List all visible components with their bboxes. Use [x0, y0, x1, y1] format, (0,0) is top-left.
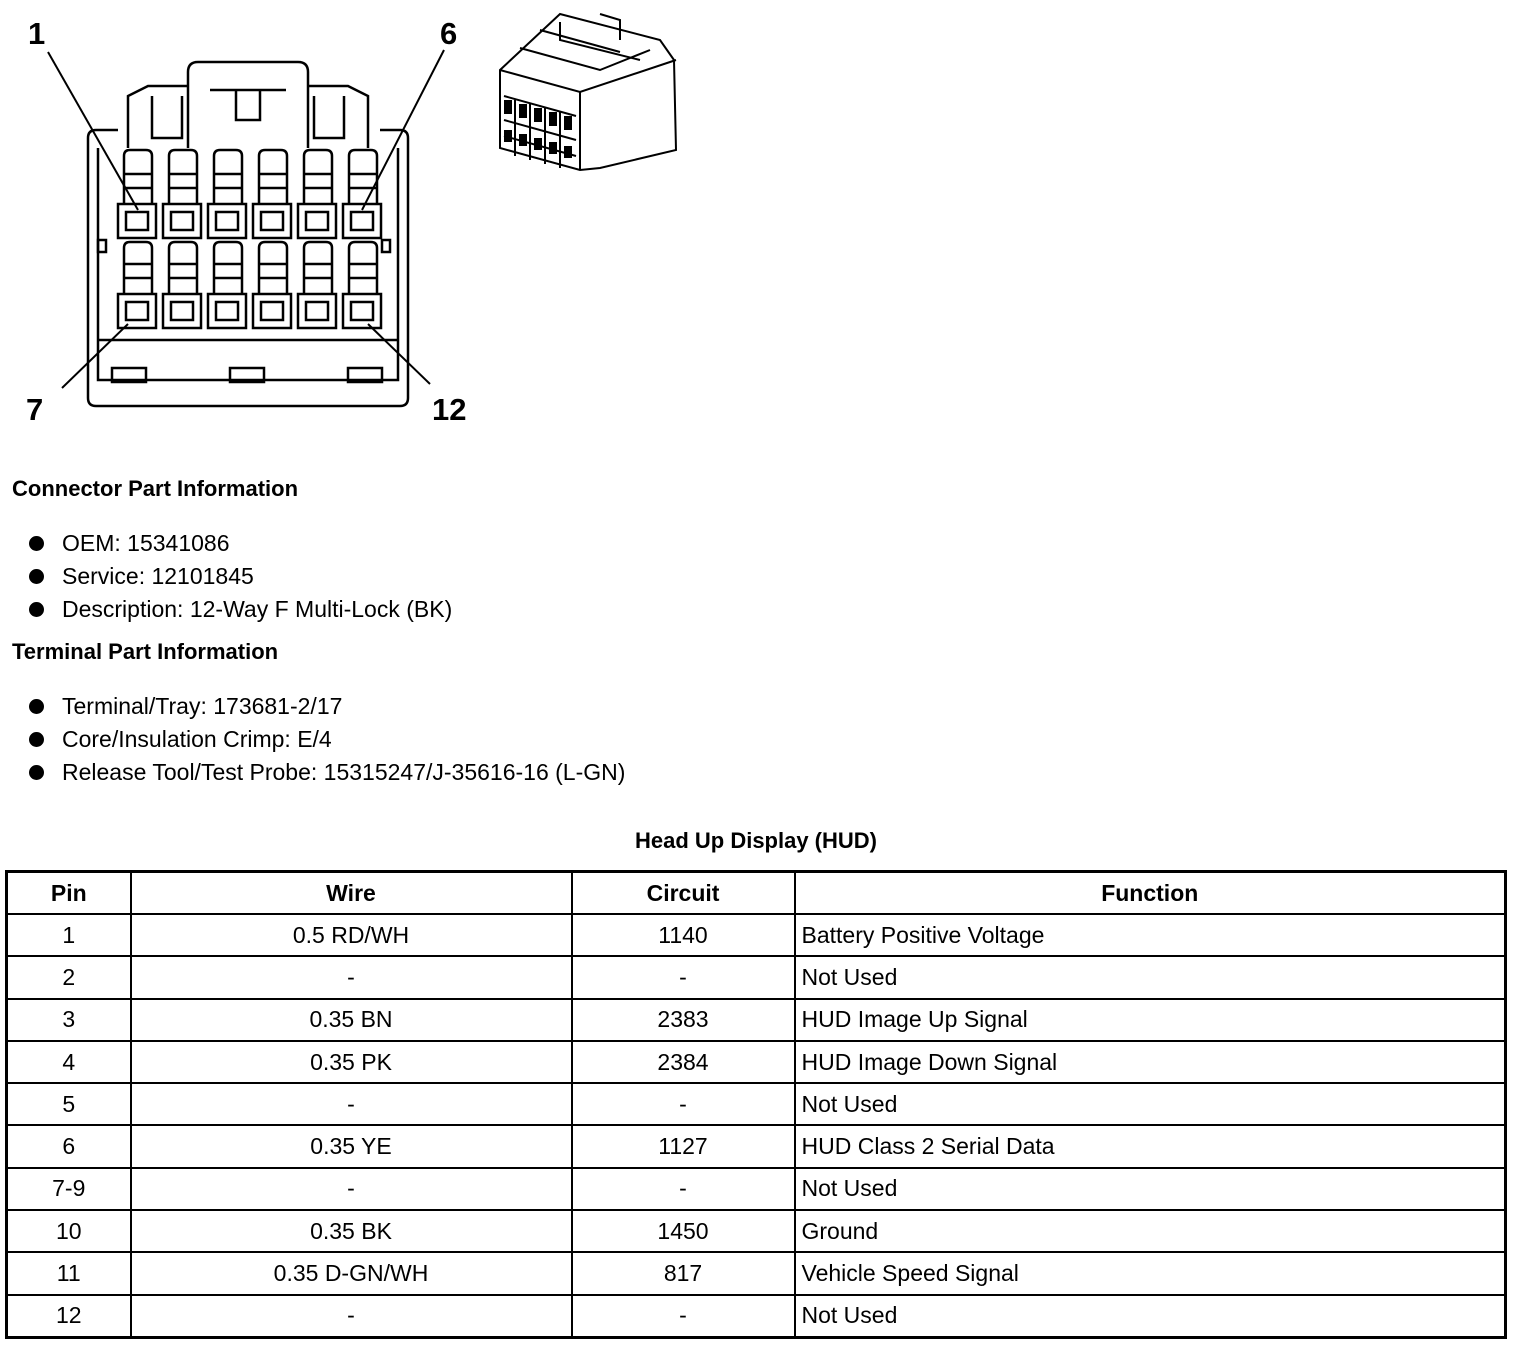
cavity-row-top [118, 204, 381, 238]
cell-circuit: 1450 [572, 1210, 795, 1252]
cell-function: HUD Class 2 Serial Data [795, 1125, 1506, 1167]
cell-pin: 6 [7, 1125, 131, 1167]
connector-info-heading: Connector Part Information [12, 476, 299, 501]
list-item-text: Description: 12-Way F Multi-Lock (BK) [62, 596, 453, 622]
cavity-row-bottom [118, 294, 381, 328]
cell-wire: - [131, 1168, 572, 1210]
cell-wire: - [131, 956, 572, 998]
list-item-text: Service: 12101845 [62, 563, 254, 589]
terminal-info-heading: Terminal Part Information [12, 639, 279, 664]
pinout-table [5, 870, 1507, 1339]
list-item [0, 527, 452, 560]
cell-function: HUD Image Down Signal [795, 1041, 1506, 1083]
cell-function: Vehicle Speed Signal [795, 1252, 1506, 1294]
bullet-icon [29, 765, 44, 780]
cell-circuit: - [572, 1295, 795, 1338]
cell-wire: - [131, 1295, 572, 1338]
table-row [7, 1168, 1506, 1210]
cell-circuit: 817 [572, 1252, 795, 1294]
table-title: Head Up Display (HUD) [634, 828, 878, 853]
cell-pin: 2 [7, 956, 131, 998]
table-row [7, 1252, 1506, 1294]
leader-line-pin-1 [48, 52, 138, 210]
cell-wire: 0.35 D-GN/WH [131, 1252, 572, 1294]
bullet-icon [29, 536, 44, 551]
list-item [0, 756, 625, 789]
column-header-wire: Wire [131, 872, 572, 915]
cell-circuit: - [572, 1083, 795, 1125]
list-item [0, 560, 452, 593]
list-item-text: OEM: 15341086 [62, 530, 230, 556]
terminal-info-list [0, 690, 625, 789]
bullet-icon [29, 732, 44, 747]
cell-pin: 7-9 [7, 1168, 131, 1210]
table-row [7, 1295, 1506, 1338]
cell-pin: 5 [7, 1083, 131, 1125]
cell-circuit: 1127 [572, 1125, 795, 1167]
cell-pin: 4 [7, 1041, 131, 1083]
connector-info-list [0, 527, 452, 626]
bullet-icon [29, 569, 44, 584]
cell-wire: 0.35 YE [131, 1125, 572, 1167]
table-row [7, 999, 1506, 1041]
list-item [0, 723, 625, 756]
leader-line-pin-6 [362, 50, 444, 210]
cell-wire: 0.35 BK [131, 1210, 572, 1252]
leader-line-pin-7 [62, 324, 128, 388]
cell-pin: 10 [7, 1210, 131, 1252]
cell-function: Battery Positive Voltage [795, 914, 1506, 956]
list-item [0, 690, 625, 723]
connector-iso-view [500, 14, 676, 170]
column-header-circuit: Circuit [572, 872, 795, 915]
cell-circuit: 2384 [572, 1041, 795, 1083]
cell-pin: 11 [7, 1252, 131, 1294]
pin-callout-1: 1 [28, 16, 46, 51]
cell-function: Not Used [795, 1083, 1506, 1125]
pin-callout-7: 7 [26, 392, 44, 427]
bullet-icon [29, 699, 44, 714]
pin-callout-12: 12 [432, 392, 467, 427]
cell-circuit: 1140 [572, 914, 795, 956]
table-row [7, 1210, 1506, 1252]
cell-wire: 0.35 BN [131, 999, 572, 1041]
cell-function: HUD Image Up Signal [795, 999, 1506, 1041]
cell-function: Not Used [795, 1295, 1506, 1338]
table-row [7, 1125, 1506, 1167]
table-row [7, 1041, 1506, 1083]
table-row [7, 1083, 1506, 1125]
connector-face-diagram [0, 0, 700, 440]
list-item-text: Core/Insulation Crimp: E/4 [62, 726, 332, 752]
table-header-row [7, 872, 1506, 915]
pin-callout-6: 6 [440, 16, 458, 51]
table-row [7, 956, 1506, 998]
cell-wire: - [131, 1083, 572, 1125]
cell-wire: 0.35 PK [131, 1041, 572, 1083]
table-row [7, 914, 1506, 956]
cell-circuit: - [572, 1168, 795, 1210]
cell-circuit: - [572, 956, 795, 998]
cell-wire: 0.5 RD/WH [131, 914, 572, 956]
cell-pin: 12 [7, 1295, 131, 1338]
cell-circuit: 2383 [572, 999, 795, 1041]
cell-pin: 3 [7, 999, 131, 1041]
cell-function: Not Used [795, 1168, 1506, 1210]
list-item-text: Release Tool/Test Probe: 15315247/J-35616-16 (L-GN) [62, 759, 626, 785]
cell-function: Ground [795, 1210, 1506, 1252]
list-item [0, 593, 452, 626]
cell-function: Not Used [795, 956, 1506, 998]
list-item-text: Terminal/Tray: 173681-2/17 [62, 693, 343, 719]
column-header-pin: Pin [7, 872, 131, 915]
column-header-function: Function [795, 872, 1506, 915]
bullet-icon [29, 602, 44, 617]
cell-pin: 1 [7, 914, 131, 956]
